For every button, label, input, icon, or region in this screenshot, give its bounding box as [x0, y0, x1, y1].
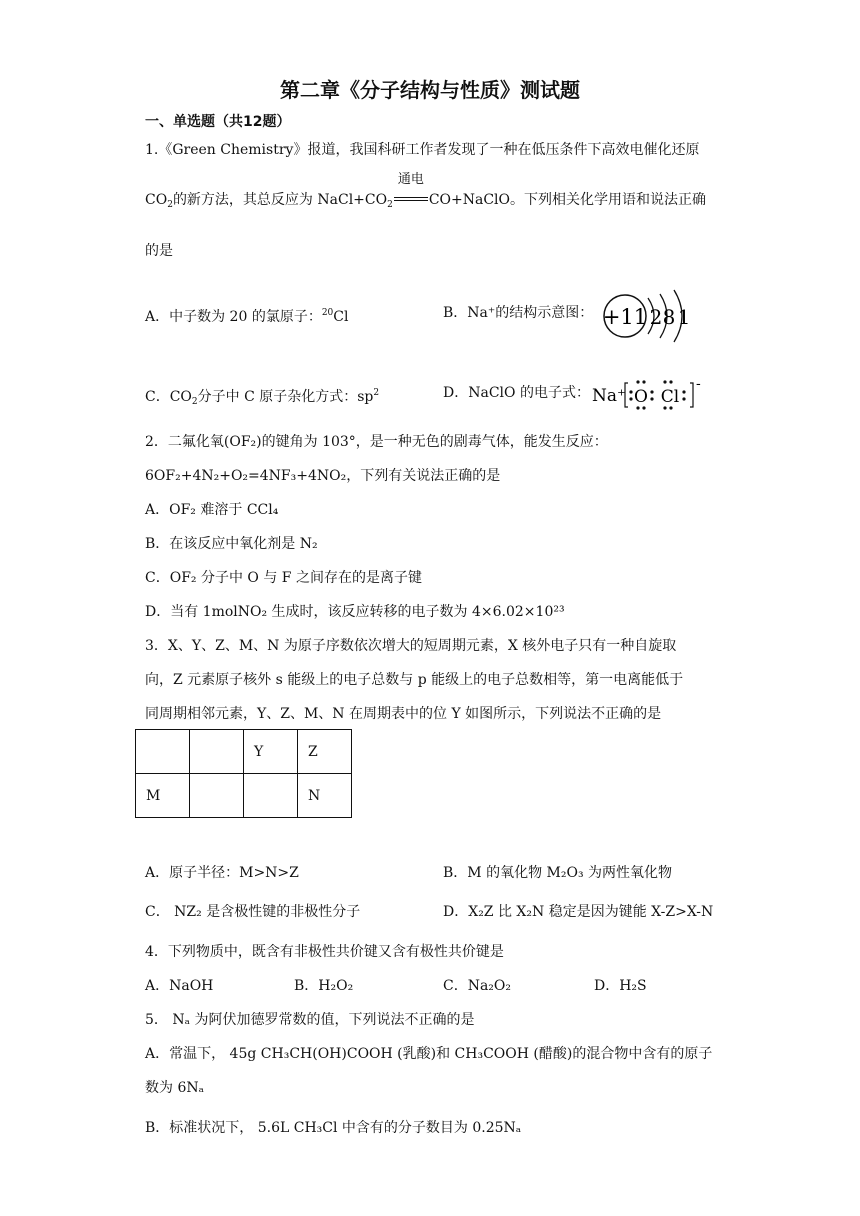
q1-co2-subscript: 2	[167, 200, 173, 210]
right-bracket	[690, 383, 693, 407]
section-heading: 一、单选题（共12题）	[145, 114, 291, 130]
q3-stem-line3: 同周期相邻元素，Y、Z、M、N 在周期表中的位 Y 如图所示，下列说法不正确的是	[145, 706, 662, 722]
table-cell: Y	[244, 730, 298, 774]
q3-option-c: C． NZ₂ 是含极性键的非极性分子	[145, 904, 361, 920]
table-cell	[190, 774, 244, 818]
q1-co2-text: CO	[145, 192, 168, 208]
q1-reaction-text: 的新方法，其总反应为 NaCl+CO	[172, 192, 388, 208]
table-cell	[190, 730, 244, 774]
q2-option-b: B．在该反应中氧化剂是 N₂	[145, 536, 318, 552]
nucleus-charge-label: +11	[602, 305, 648, 329]
q1-stem-line3: 的是	[145, 243, 173, 259]
q4-option-d: D．H₂S	[594, 978, 647, 994]
table-cell	[136, 730, 190, 774]
anion-charge: -	[696, 376, 701, 392]
q1-option-b: B．Na⁺的结构示意图：	[443, 305, 594, 321]
q1-option-d: D．NaClO 的电子式：	[443, 385, 590, 401]
chlorine-symbol: Cl	[660, 387, 680, 407]
q4-option-a: A．NaOH	[145, 978, 214, 994]
reaction-arrow	[394, 172, 428, 210]
table-cell: M	[136, 774, 190, 818]
left-bracket	[625, 383, 628, 407]
q1-option-a-symbol: Cl	[333, 309, 349, 325]
q3-option-a: A．原子半径：M>N>Z	[145, 865, 299, 881]
q1-option-c-hybrid: 分子中 C 原子杂化方式：sp	[197, 389, 374, 405]
q5-option-a-line1: A．常温下， 45g CH₃CH(OH)COOH (乳酸)和 CH₃COOH (醋酸)的混合物中含有的原子	[145, 1046, 713, 1062]
q3-option-d: D．X₂Z 比 X₂N 稳定是因为键能 X-Z>X-N	[443, 904, 714, 920]
q2-option-a: A．OF₂ 难溶于 CCl₄	[145, 502, 279, 518]
q3-stem-line2: 向，Z 元素原子核外 s 能级上的电子总数与 p 能级上的电子总数相等，第一电离能低于	[145, 672, 684, 688]
shell-1-electrons: 2	[649, 305, 663, 329]
q1-reaction-subscript: 2	[387, 200, 393, 210]
oxygen-symbol: O	[634, 387, 648, 407]
na-ion-structure-diagram	[598, 286, 698, 346]
q3-stem-line1: 3．X、Y、Z、M、N 为原子序数依次增大的短周期元素，X 核外电子只有一种自旋取	[145, 638, 677, 654]
q2-stem-line2: 6OF₂+4N₂+O₂=4NF₃+4NO₂，下列有关说法正确的是	[145, 468, 501, 484]
q4-option-b: B．H₂O₂	[294, 978, 354, 994]
q2-option-d: D．当有 1molNO₂ 生成时，该反应转移的电子数为 4×6.02×10²³	[145, 604, 565, 620]
q1-option-a	[145, 303, 348, 327]
q1-stem-line1: 1.《Green Chemistry》报道，我国科研工作者发现了一种在低压条件下高效电催化还原	[145, 142, 700, 158]
q5-stem: 5． Nₐ 为阿伏加德罗常数的值，下列说法不正确的是	[145, 1012, 475, 1028]
q5-option-a-line2: 数为 6Nₐ	[145, 1080, 205, 1096]
q4-stem: 4．下列物质中，既含有非极性共价键又含有极性共价键是	[145, 944, 504, 960]
q1-option-c	[145, 383, 379, 412]
q2-stem-line1: 2．二氟化氧(OF₂)的键角为 103°，是一种无色的剧毒气体，能发生反应：	[145, 434, 608, 450]
shell-3-electrons: 1	[677, 305, 691, 329]
q1-reaction-tail: CO+NaClO。下列相关化学用语和说法正确	[428, 192, 707, 208]
q1-option-c-subscript: 2	[191, 397, 198, 407]
q1-option-c-text: C．CO	[145, 389, 192, 405]
q4-option-c: C．Na₂O₂	[443, 978, 512, 994]
table-cell	[244, 774, 298, 818]
q1-option-a-mass: 20	[321, 308, 334, 318]
table-row	[136, 774, 352, 818]
q3-option-b: B．M 的氧化物 M₂O₃ 为两性氧化物	[443, 865, 673, 881]
table-cell: Z	[298, 730, 352, 774]
table-cell: N	[298, 774, 352, 818]
sodium-cation: Na⁺	[592, 386, 626, 406]
reaction-condition-label: 通电	[397, 172, 424, 187]
q1-stem-line2	[145, 172, 707, 215]
naclo-electron-formula	[592, 374, 714, 414]
q1-option-c-sup: 2	[373, 388, 380, 398]
periodic-position-table	[135, 729, 352, 818]
q2-option-c: C．OF₂ 分子中 O 与 F 之间存在的是离子键	[145, 570, 422, 586]
q1-option-a-text: A．中子数为 20 的氯原子：	[145, 309, 322, 325]
table-row	[136, 730, 352, 774]
shell-2-electrons: 8	[662, 305, 676, 329]
page-title: 第二章《分子结构与性质》测试题	[280, 78, 580, 102]
q5-option-b: B．标准状况下， 5.6L CH₃Cl 中含有的分子数目为 0.25Nₐ	[145, 1120, 522, 1136]
